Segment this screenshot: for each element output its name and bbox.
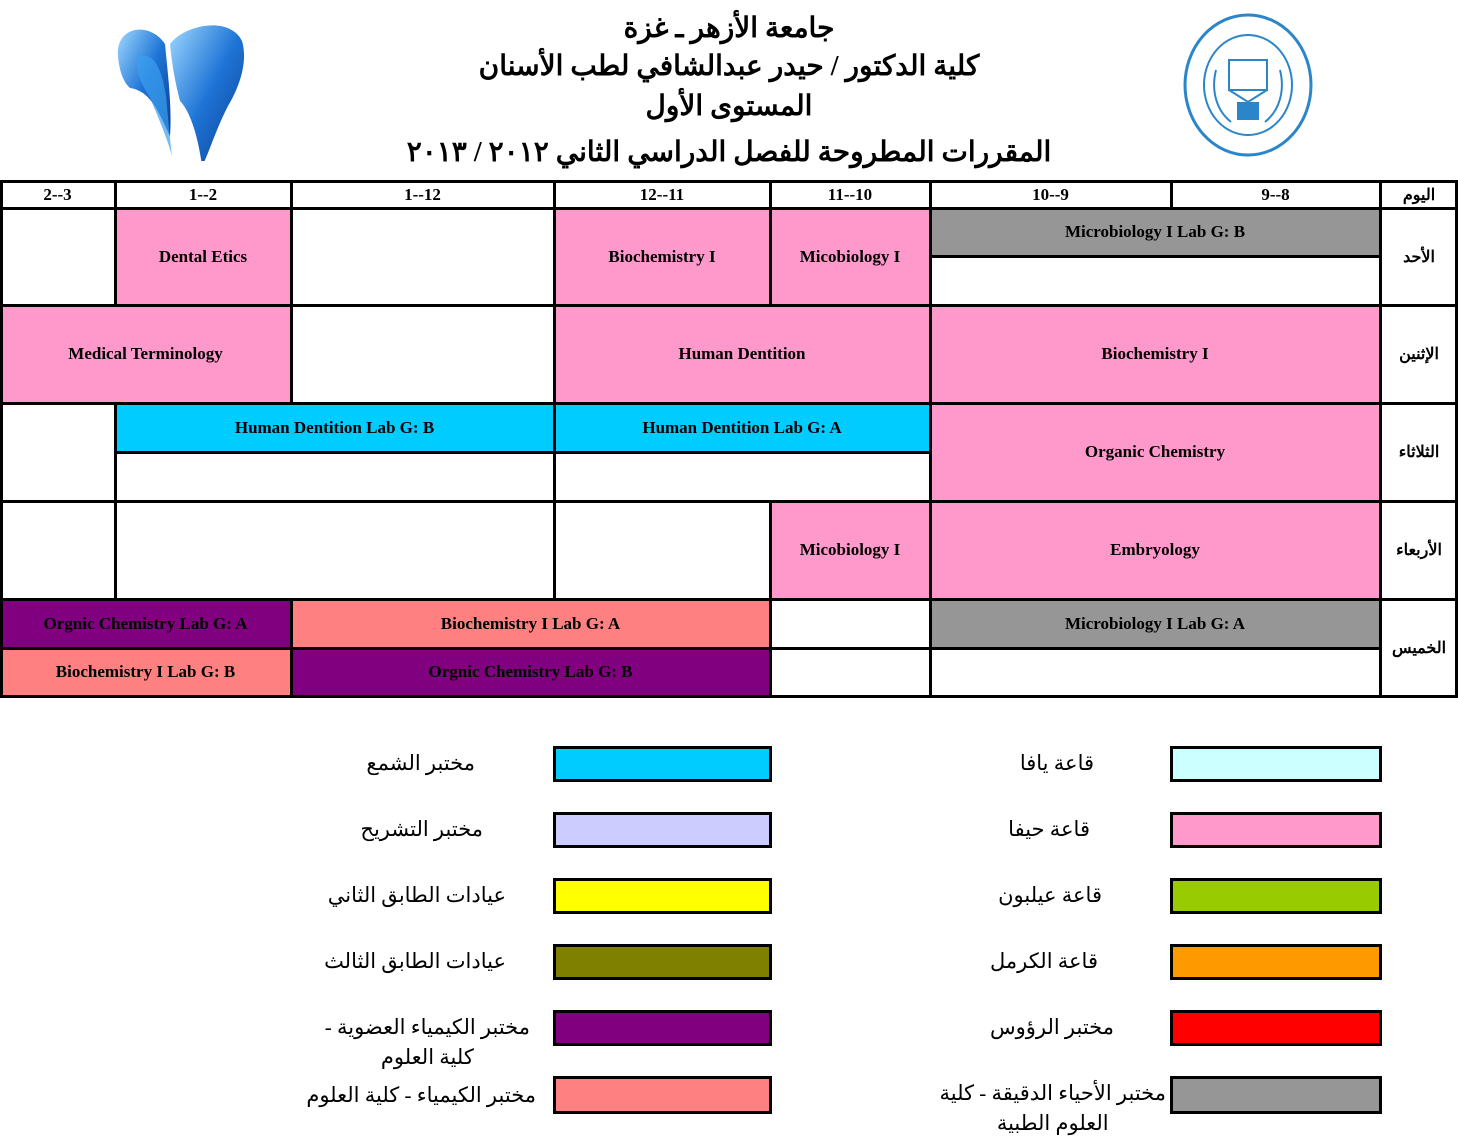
legend-swatch-3rd-floor-clinics <box>553 944 772 980</box>
legend-swatch-carmel <box>1170 944 1382 980</box>
day-monday: الإثنين <box>1399 346 1439 363</box>
session-mon-biochem: Biochemistry I <box>930 305 1380 403</box>
session-tue-hd-lab-a: Human Dentition Lab G: A <box>554 403 930 452</box>
day-thursday: الخميس <box>1391 639 1447 657</box>
legend-swatch-heads-lab <box>1170 1010 1382 1046</box>
col-header-8-9: 9--8 <box>1261 184 1290 204</box>
university-name: جامعة الأزهر ـ غزة <box>623 13 835 44</box>
col-header-day: اليوم <box>1402 186 1436 204</box>
session-wed-embryology: Embryology <box>930 501 1380 599</box>
legend-swatch-organic-chem-lab <box>553 1010 772 1046</box>
legend-label-3rd-floor-clinics: عيادات الطابق الثالث <box>324 949 506 973</box>
session-thu-orgchem-lab-a: Orgnic Chemistry Lab G: A <box>0 599 291 648</box>
session-mon-medical-terminology: Medical Terminology <box>0 305 291 403</box>
day-wednesday: الأربعاء <box>1396 542 1442 559</box>
legend-swatch-anatomy-lab <box>553 812 772 848</box>
session-sun-micobio: Micobiology I <box>770 208 930 305</box>
day-sunday: الأحد <box>1403 248 1435 266</box>
legend-swatch-wax-lab <box>553 746 772 782</box>
legend-swatch-2nd-floor-clinics <box>553 878 772 914</box>
legend-label-heads-lab: مختبر الرؤوس <box>989 1015 1114 1039</box>
legend-label-jaffa: قاعة يافا <box>1019 751 1094 775</box>
session-thu-microbio-lab-a: Microbiology I Lab G: A <box>930 599 1380 648</box>
day-tuesday: الثلاثاء <box>1398 444 1440 461</box>
session-tue-hd-lab-b: Human Dentition Lab G: B <box>115 403 554 452</box>
col-header-2-3: 2--3 <box>43 184 72 204</box>
session-sun-microbio-lab-b: Microbiology I Lab G: B <box>930 208 1380 256</box>
col-header-11-12: 12--11 <box>639 184 685 204</box>
legend-label-organic-chem-lab: مختبر الكيمياء العضوية - كلية العلوم <box>324 1015 530 1069</box>
legend-swatch-microbio-lab <box>1170 1076 1382 1114</box>
col-header-10-11: 11--10 <box>827 184 873 204</box>
col-header-12-1: 1--12 <box>404 184 441 204</box>
session-tue-organic-chem: Organic Chemistry <box>930 403 1380 501</box>
col-header-9-10: 10--9 <box>1032 184 1069 204</box>
session-mon-human-dentition: Human Dentition <box>554 305 930 403</box>
legend-label-microbio-lab: مختبر الأحياء الدقيقة - كلية العلوم الطبية <box>939 1081 1166 1135</box>
level-title: المستوى الأول <box>645 91 813 122</box>
col-header-1-2: 1--2 <box>188 184 218 204</box>
faculty-name: كلية الدكتور / حيدر عبدالشافي لطب الأسنان <box>478 51 980 82</box>
legend-swatch-chem-lab <box>553 1076 772 1114</box>
session-thu-orgchem-lab-b: Orgnic Chemistry Lab G: B <box>291 648 770 696</box>
legend-label-haifa: قاعة حيفا <box>1008 817 1090 841</box>
session-thu-biochem-lab-a: Biochemistry I Lab G: A <box>291 599 770 648</box>
legend-label-2nd-floor-clinics: عيادات الطابق الثاني <box>327 883 506 907</box>
session-sun-dental-etics: Dental Etics <box>115 208 291 305</box>
legend-swatch-eilabun <box>1170 878 1382 914</box>
session-sun-biochem: Biochemistry I <box>554 208 770 305</box>
legend-label-anatomy-lab: مختبر التشريح <box>360 817 483 841</box>
session-thu-biochem-lab-b: Biochemistry I Lab G: B <box>0 648 291 696</box>
legend-label-wax-lab: مختبر الشمع <box>366 751 475 775</box>
semester-title: المقررات المطروحة للفصل الدراسي الثاني ٢٠١٢ / ٢٠١٣ <box>406 137 1052 168</box>
session-wed-micobio: Micobiology I <box>770 501 930 599</box>
legend-label-carmel: قاعة الكرمل <box>989 949 1098 973</box>
legend-swatch-haifa <box>1170 812 1382 848</box>
legend-label-chem-lab: مختبر الكيمياء - كلية العلوم <box>306 1083 536 1107</box>
legend-swatch-jaffa <box>1170 746 1382 782</box>
legend-label-eilabun: قاعة عيلبون <box>998 883 1102 907</box>
